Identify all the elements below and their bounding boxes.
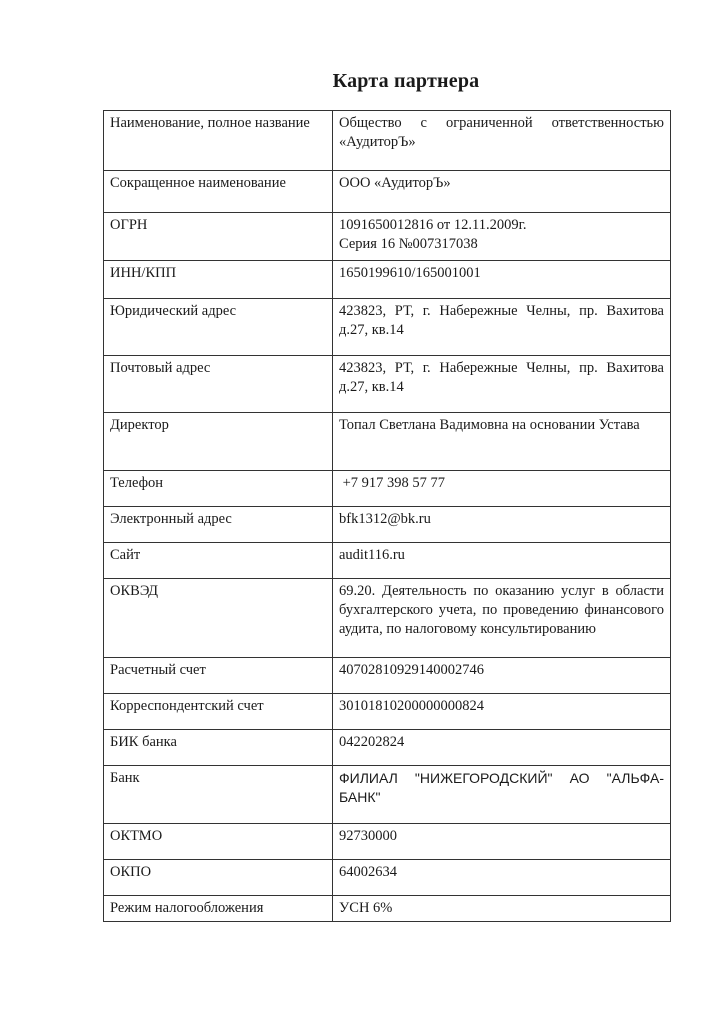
row-label: БИК банка — [104, 730, 333, 766]
row-value — [333, 299, 671, 356]
row-value — [333, 896, 671, 922]
row-label: Режим налогообложения — [104, 896, 333, 922]
row-label: Банк — [104, 766, 333, 824]
table-row — [104, 730, 671, 766]
row-value-line: ООО «АудиторЪ» — [339, 175, 451, 191]
table-row — [104, 171, 671, 213]
row-label: Почтовый адрес — [104, 356, 333, 413]
table-row — [104, 413, 671, 471]
row-value-line: 64002634 — [339, 864, 397, 880]
row-label: Сокращенное наименование — [104, 171, 333, 213]
row-value-line: 423823, РТ, г. Набережные Челны, пр. Вахитова д.27, кв.14 — [339, 360, 664, 395]
row-label: Наименование, полное название — [104, 111, 333, 171]
row-label: ОКПО — [104, 860, 333, 896]
row-value — [333, 507, 671, 543]
row-value-line: 423823, РТ, г. Набережные Челны, пр. Вахитова д.27, кв.14 — [339, 303, 664, 338]
row-value-line: Общество с ограниченной ответственностью «АудиторЪ» — [339, 115, 664, 150]
table-row — [104, 543, 671, 579]
table-row — [104, 356, 671, 413]
table-row — [104, 860, 671, 896]
row-label: Юридический адрес — [104, 299, 333, 356]
row-value-line: Топал Светлана Вадимовна на основании Устава — [339, 417, 640, 433]
row-label: Расчетный счет — [104, 658, 333, 694]
row-value-line: 40702810929140002746 — [339, 662, 484, 678]
row-value — [333, 111, 671, 171]
row-value-line: 042202824 — [339, 734, 405, 750]
row-value — [333, 471, 671, 507]
table-row — [104, 213, 671, 261]
table-row — [104, 658, 671, 694]
row-value — [333, 824, 671, 860]
row-label: ИНН/КПП — [104, 261, 333, 299]
row-label: ОКТМО — [104, 824, 333, 860]
table-row — [104, 507, 671, 543]
row-value — [333, 356, 671, 413]
row-value-line: bfk1312@bk.ru — [339, 511, 431, 527]
row-value — [333, 413, 671, 471]
row-value-line: 69.20. Деятельность по оказанию услуг в области бухгалтерского учета, по проведению финансового аудита, по налоговому консультированию — [339, 583, 664, 637]
row-value — [333, 213, 671, 261]
row-value — [333, 730, 671, 766]
row-value-line: +7 917 398 57 77 — [339, 475, 446, 491]
row-value — [333, 261, 671, 299]
table-row — [104, 694, 671, 730]
row-label: Электронный адрес — [104, 507, 333, 543]
page-title: Карта партнера — [332, 70, 480, 92]
table-row — [104, 579, 671, 658]
row-value-line: 92730000 — [339, 828, 397, 844]
row-value — [333, 658, 671, 694]
row-value — [333, 171, 671, 213]
table-row — [104, 261, 671, 299]
row-label: Корреспондентский счет — [104, 694, 333, 730]
table-row — [104, 111, 671, 171]
row-value-line: 1091650012816 от 12.11.2009г. — [339, 217, 527, 233]
table-row — [104, 896, 671, 922]
row-value — [333, 766, 671, 824]
row-value-line: audit116.ru — [339, 547, 405, 563]
table-row — [104, 471, 671, 507]
row-label: Сайт — [104, 543, 333, 579]
row-value-line: УСН 6% — [339, 900, 393, 916]
row-value-line: ФИЛИАЛ "НИЖЕГОРОДСКИЙ" АО "АЛЬФА-БАНК" — [339, 770, 664, 805]
row-value — [333, 860, 671, 896]
row-value — [333, 579, 671, 658]
row-label: Телефон — [104, 471, 333, 507]
row-value-line: 30101810200000000824 — [339, 698, 484, 714]
partner-card-table — [103, 110, 671, 922]
table-row — [104, 824, 671, 860]
row-label: Директор — [104, 413, 333, 471]
row-value — [333, 543, 671, 579]
row-value — [333, 694, 671, 730]
table-row — [104, 766, 671, 824]
row-value-line: 1650199610/165001001 — [339, 265, 481, 281]
table-row — [104, 299, 671, 356]
row-label: ОКВЭД — [104, 579, 333, 658]
row-label: ОГРН — [104, 213, 333, 261]
row-value-line: Серия 16 №007317038 — [339, 236, 478, 252]
